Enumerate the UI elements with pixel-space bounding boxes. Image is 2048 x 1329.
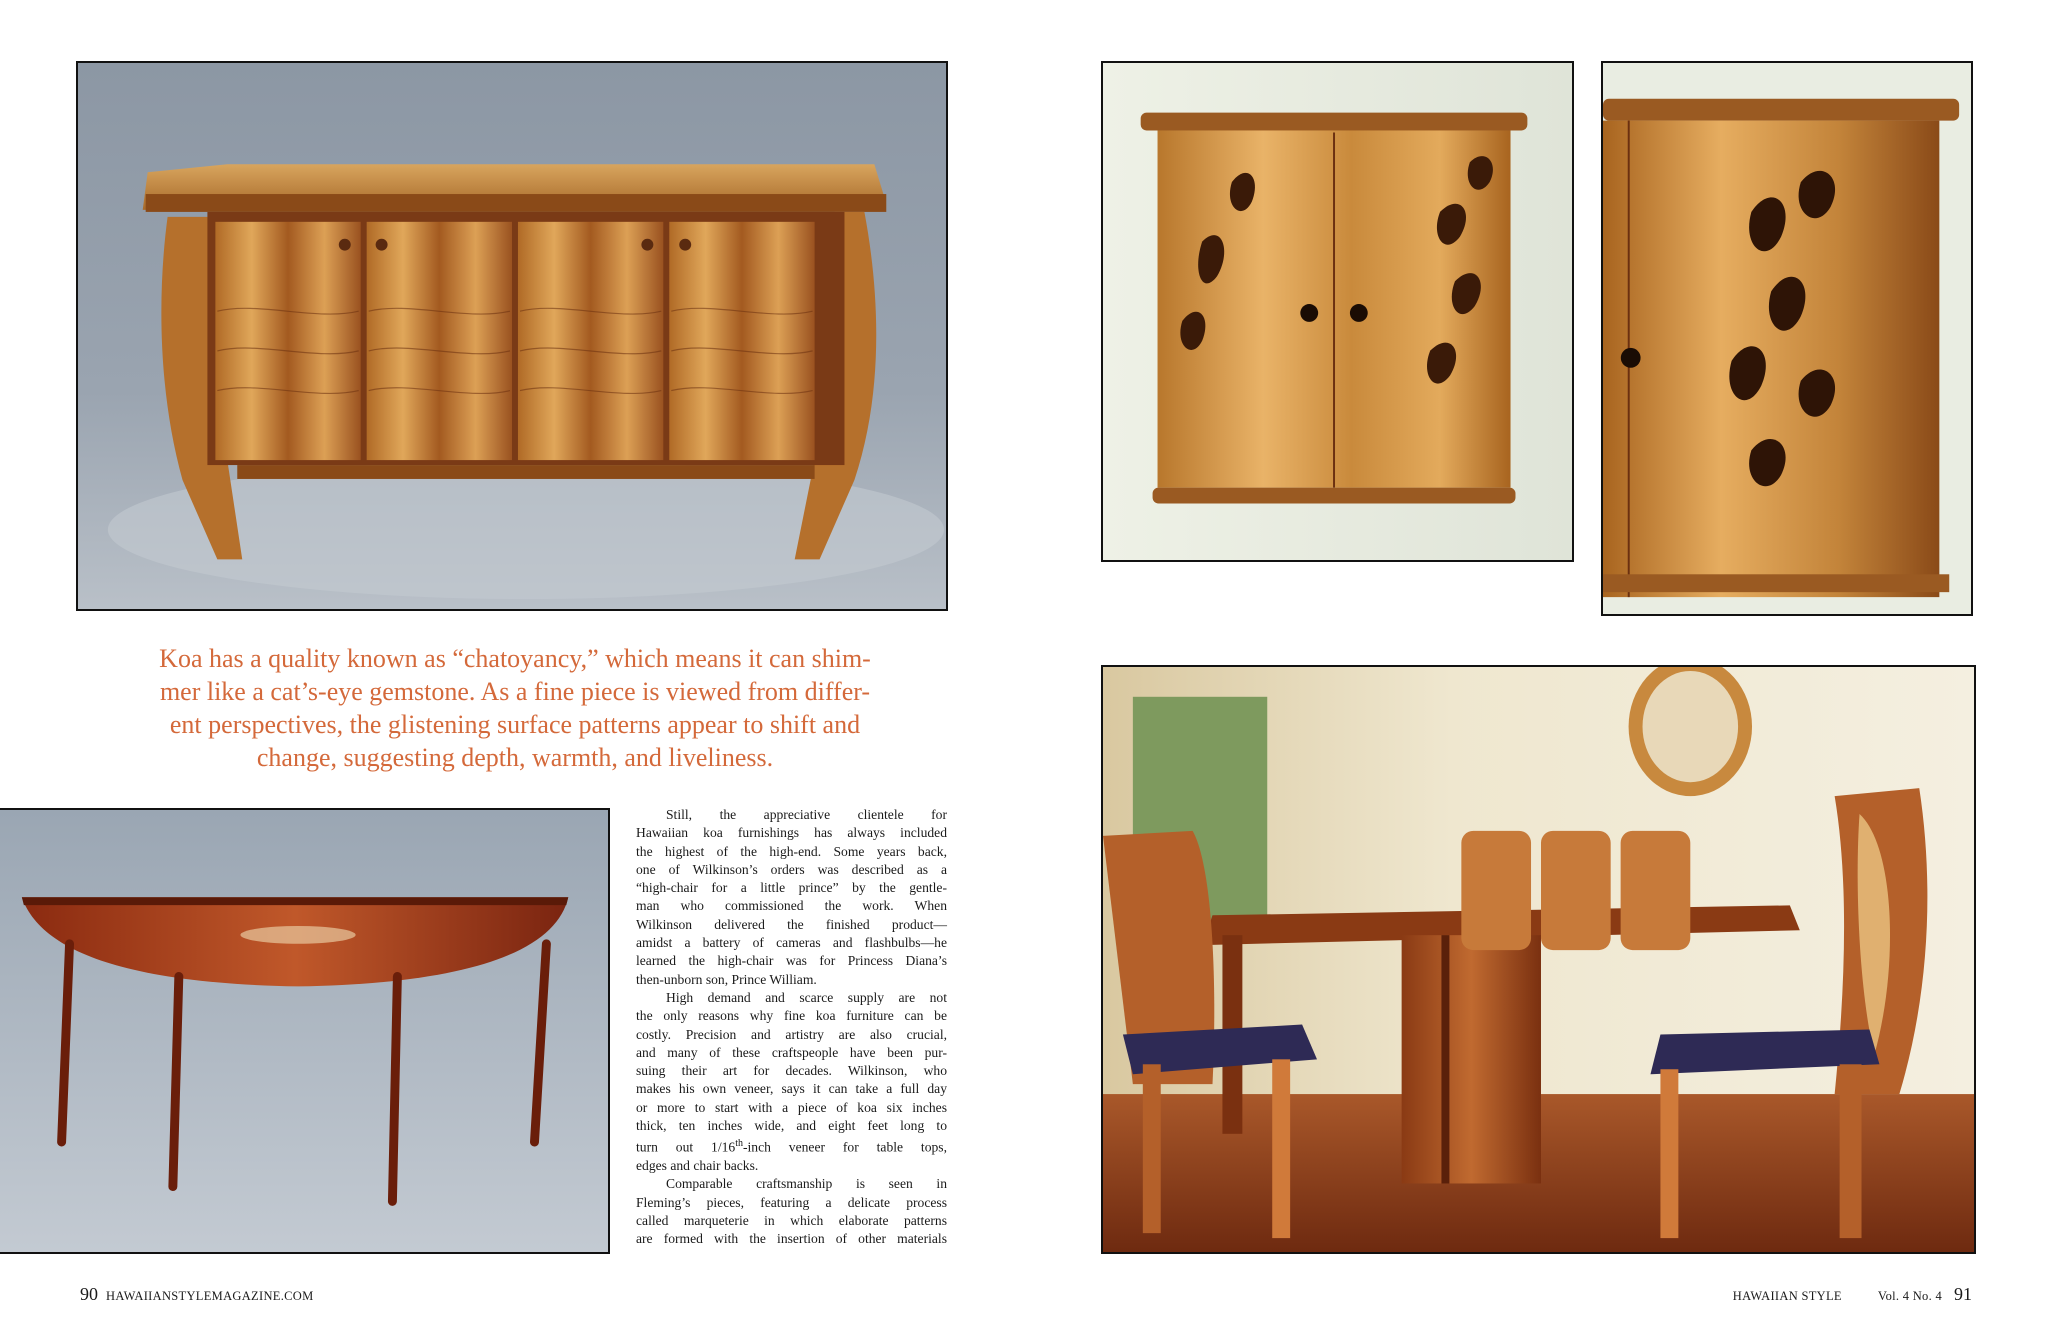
body-line: thick, ten inches wide, and eight feet long to [636,1118,947,1134]
body-line: then-unborn son, Prince William. [636,971,817,987]
left-page-folio [80,1284,314,1305]
body-line: Still, the appreciative clientele for [666,807,947,822]
left-page-number: 90 [80,1284,98,1304]
body-line: Fleming’s pieces, featuring a delicate process [636,1194,947,1210]
body-line: edges and chair backs. [636,1158,759,1174]
body-line: learned the high-chair was for Princess Diana’s [636,953,947,969]
body-line: Comparable craftsmanship is seen in [666,1176,947,1192]
body-text-fragment: -inch veneer for table tops, [742,1139,947,1155]
magazine-name-label: HAWAIIAN STYLE [1732,1289,1842,1303]
pull-quote-line: mer like a cat’s-eye gemstone. As a fine piece is viewed from differ- [159,677,871,706]
superscript-ordinal: th [735,1138,743,1150]
dining-set-photo [1101,665,1976,1254]
sideboard-photo [76,61,948,611]
body-line: Hawaiian koa furnishings has always included [636,825,947,841]
body-text-fragment: turn out 1/16 [636,1139,736,1155]
body-line-with-fraction [636,1135,947,1157]
wall-cabinet-angle-photo [1601,61,1973,616]
pull-quote-line: change, suggesting depth, warmth, and liveliness. [256,743,774,772]
body-line: makes his own veneer, says it can take a full day [636,1081,947,1097]
body-line: High demand and scarce supply are not [666,989,947,1005]
body-line: amidst a battery of cameras and flashbulbs—he [636,935,947,951]
article-body-column [636,806,947,1249]
body-line: one of Wilkinson’s orders was described as a [636,861,947,877]
body-line: suing their art for decades. Wilkinson, who [636,1063,947,1079]
body-line: man who commissioned the work. When [636,898,947,914]
pull-quote-line: ent perspectives, the glistening surface patterns appear to shift and [169,710,861,739]
pull-quote [80,642,950,774]
right-page-number: 91 [1954,1284,1972,1304]
issue-label: Vol. 4 No. 4 [1877,1289,1942,1303]
body-line: called marqueterie in which elaborate patterns [636,1213,947,1229]
body-line: the highest of the high-end. Some years back, [636,843,947,859]
website-label: HAWAIIANSTYLEMAGAZINE.COM [106,1289,314,1303]
demilune-table-photo [0,808,610,1254]
body-line: and many of these craftspeople have been pur- [636,1044,947,1060]
pull-quote-line: Koa has a quality known as “chatoyancy,” which means it can shim- [159,644,871,673]
body-line: or more to start with a piece of koa six inches [636,1099,947,1115]
body-line: costly. Precision and artistry are also crucial, [636,1026,947,1042]
body-line: Wilkinson delivered the finished product— [636,916,947,932]
body-line: the only reasons why fine koa furniture can be [636,1008,947,1024]
wall-cabinet-front-photo [1101,61,1574,562]
right-page-folio [1733,1284,1972,1305]
body-line: “high-chair for a little prince” by the gentle- [636,880,947,896]
body-line: are formed with the insertion of other materials [636,1231,947,1247]
